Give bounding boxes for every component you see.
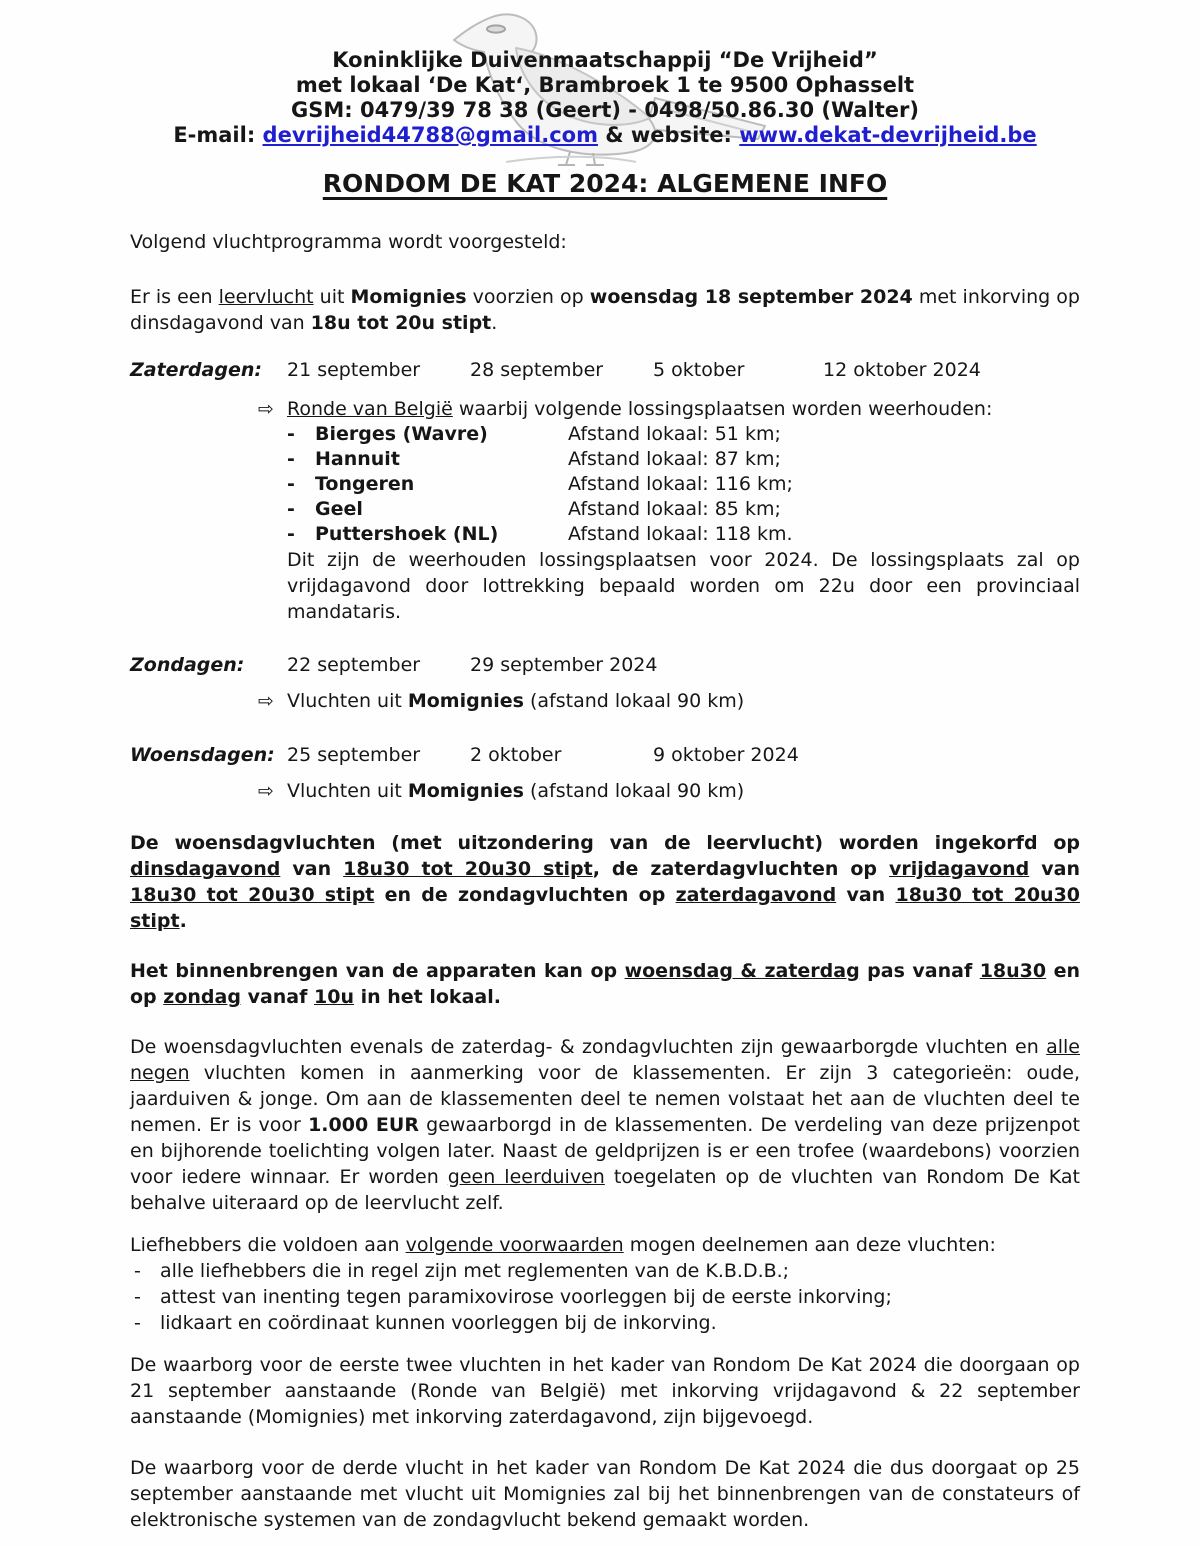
text-segment: woensdag & zaterdag	[624, 960, 860, 982]
text-segment: (afstand lokaal 90 km)	[523, 690, 745, 712]
text-segment: 18u tot 20u stipt	[310, 312, 492, 334]
text-segment: leervlucht	[218, 286, 314, 308]
place-name: Tongeren	[315, 473, 415, 495]
intro-text: Volgend vluchtprogramma wordt voorgesteld:	[130, 231, 567, 253]
text-segment: De woensdagvluchten (met uitzondering van de leervlucht) worden ingekorfd op	[130, 832, 1080, 854]
text-segment: Er is een	[130, 286, 219, 308]
text-segment: .	[491, 312, 498, 334]
text-segment: Vluchten uit	[287, 780, 408, 802]
voorwaarden-block	[130, 1232, 1080, 1336]
schedule-date: 25 september	[287, 744, 421, 766]
text-segment: vrijdagavond	[889, 858, 1030, 880]
place-name: Puttershoek (NL)	[315, 523, 499, 545]
text-segment: .	[179, 910, 187, 932]
paragraph-waarborg-1: De waarborg voor de eerste twee vluchten in het kader van Rondom De Kat 2024 die doorgaan op 21 september aanstaande (Ronde van België) met inkorving vrijdagavond & 22 september aanstaande (Momignies) met inkorving zaterdagavond, zijn bijgevoegd.	[130, 1354, 1080, 1428]
text-segment: pas vanaf	[859, 960, 980, 982]
text-segment: waarbij volgende lossingsplaatsen worden weerhouden:	[452, 398, 993, 420]
place-name: Geel	[315, 498, 363, 520]
right-arrow-icon: ⇨	[258, 780, 274, 802]
letterhead	[130, 48, 1080, 148]
text-segment: 18u30 tot 20u30 stipt	[130, 884, 375, 906]
text-segment: Liefhebbers die voldoen aan	[130, 1234, 406, 1256]
paragraph-klassementen	[130, 1034, 1080, 1216]
text-segment: 1.000 EUR	[308, 1114, 419, 1136]
text-segment: (afstand lokaal 90 km)	[523, 780, 745, 802]
arrow-line-woensdagen	[258, 778, 1080, 804]
email-label: E-mail:	[173, 123, 263, 147]
email-link[interactable]: devrijheid44788@gmail.com	[262, 123, 598, 147]
schedule-date: 2 oktober	[470, 744, 562, 766]
dash-icon: -	[134, 1312, 141, 1334]
schedule-date: 21 september	[287, 359, 421, 381]
text-segment: gewaarborgd in de klassementen. De verdeling van deze prijzenpot en bijhorende toelichting volgen later. Naast de geldprijzen is er een trofee (waardebons) voorzien voor iedere winnaar. Er worden	[130, 1114, 1080, 1188]
club-contact-line	[130, 123, 1080, 148]
text-segment: alle negen	[130, 1036, 1080, 1084]
text-segment: , de zaterdagvluchten op	[592, 858, 890, 880]
text-segment: 10u	[314, 986, 354, 1008]
text-segment: zaterdagavond	[675, 884, 837, 906]
text-segment: Momignies	[407, 780, 524, 802]
text-segment: mogen deelnemen aan deze vluchten:	[623, 1234, 996, 1256]
condition-text: attest van inenting tegen paramixovirose voorleggen bij de eerste inkorving;	[160, 1286, 892, 1308]
page-title: RONDOM DE KAT 2024: ALGEMENE INFO	[322, 169, 888, 198]
text-segment: met inkorving op dinsdagavond van	[130, 286, 1080, 334]
text-segment: van	[836, 884, 896, 906]
weekday-label-woensdagen: Woensdagen:	[130, 744, 275, 766]
text-segment: Ronde van België	[287, 398, 453, 420]
place-distance: Afstand lokaal: 118 km.	[568, 523, 793, 545]
text-segment: vanaf	[240, 986, 315, 1008]
arrow-line-text	[287, 398, 992, 420]
voorwaarden-lead	[130, 1232, 1080, 1258]
paragraph-leervlucht	[130, 284, 1080, 336]
schedule-date: 22 september	[287, 654, 421, 676]
text-segment: Momignies	[407, 690, 524, 712]
website-label: & website:	[597, 123, 740, 147]
place-row	[287, 472, 1080, 497]
schedule-row-zondagen	[130, 652, 1080, 678]
dash-icon: -	[287, 473, 295, 495]
paragraph-inkorving	[130, 830, 1080, 934]
right-arrow-icon: ⇨	[258, 690, 274, 712]
text-segment: en de zondagvluchten op	[374, 884, 676, 906]
text-segment: van	[1029, 858, 1080, 880]
text-segment: De woensdagvluchten evenals de zaterdag- & zondagvluchten zijn gewaarborgde vluchten en	[130, 1036, 1047, 1058]
paragraph-apparaten	[130, 958, 1080, 1010]
schedule-date: 5 oktober	[653, 359, 745, 381]
text-segment: Momignies	[350, 286, 467, 308]
text-segment: 18u30 tot 20u30 stipt	[343, 858, 593, 880]
arrow-line-zaterdagen	[258, 396, 1080, 422]
text-segment: van	[280, 858, 344, 880]
condition-text: alle liefhebbers die in regel zijn met reglementen van de K.B.D.B.;	[160, 1260, 790, 1282]
dash-icon: -	[134, 1260, 141, 1282]
schedule-date: 28 september	[470, 359, 604, 381]
text-segment: Het binnenbrengen van de apparaten kan op	[130, 960, 625, 982]
place-name: Bierges (Wavre)	[315, 423, 488, 445]
place-row	[287, 422, 1080, 447]
text-segment: en op	[130, 960, 1080, 1008]
document-body	[130, 229, 1080, 1533]
place-distance: Afstand lokaal: 85 km;	[568, 498, 781, 520]
place-distance: Afstand lokaal: 116 km;	[568, 473, 793, 495]
right-arrow-icon: ⇨	[258, 398, 274, 420]
text-segment: woensdag 18 september 2024	[589, 286, 913, 308]
places-list	[287, 422, 1080, 547]
text-segment: Vluchten uit	[287, 690, 408, 712]
dash-icon: -	[287, 448, 295, 470]
club-phone: GSM: 0479/39 78 38 (Geert) - 0498/50.86.30 (Walter)	[290, 98, 919, 122]
text-segment: voorzien op	[466, 286, 590, 308]
dash-icon: -	[287, 523, 295, 545]
text-segment: 18u30	[979, 960, 1047, 982]
text-segment: dinsdagavond	[130, 858, 281, 880]
text-segment: in het lokaal.	[353, 986, 501, 1008]
paragraph-waarborg-2: De waarborg voor de derde vlucht in het kader van Rondom De Kat 2024 die dus doorgaat op 25 september aanstaande met vlucht uit Momignies zal bij het binnenbrengen van de constateurs of elektronische systemen van de zondagvlucht bekend gemaakt worden.	[130, 1457, 1080, 1531]
arrow-line-text	[287, 780, 744, 802]
website-link[interactable]: www.dekat-devrijheid.be	[739, 123, 1037, 147]
schedule-date: 29 september 2024	[470, 654, 658, 676]
schedule-row-zaterdagen	[130, 357, 1080, 383]
weekday-label-zondagen: Zondagen:	[130, 654, 245, 676]
condition-item	[130, 1284, 1080, 1310]
club-address: met lokaal ‘De Kat‘, Brambroek 1 te 9500 Ophasselt	[295, 73, 915, 97]
place-row	[287, 497, 1080, 522]
text-segment: 18u30 tot 20u30 stipt	[130, 884, 1081, 932]
place-distance: Afstand lokaal: 51 km;	[568, 423, 781, 445]
arrow-line-text	[287, 690, 744, 712]
condition-item	[130, 1310, 1080, 1336]
dash-icon: -	[287, 423, 295, 445]
text-segment: zondag	[163, 986, 241, 1008]
place-row	[287, 447, 1080, 472]
condition-text: lidkaart en coördinaat kunnen voorleggen bij de inkorving.	[160, 1312, 717, 1334]
text-segment: volgende voorwaarden	[405, 1234, 624, 1256]
dash-icon: -	[287, 498, 295, 520]
note-lossingsplaatsen: Dit zijn de weerhouden lossingsplaatsen voor 2024. De lossingsplaats zal op vrijdagavond door lottrekking bepaald worden om 22u door een provinciaal mandataris.	[287, 549, 1080, 623]
text-segment: toegelaten op de vluchten van Rondom De Kat behalve uiteraard op de leervlucht zelf.	[130, 1166, 1081, 1214]
schedule-date: 9 oktober 2024	[653, 744, 799, 766]
club-name: Koninklijke Duivenmaatschappij “De Vrijheid”	[332, 48, 878, 72]
weekday-label-zaterdagen: Zaterdagen:	[130, 359, 262, 381]
place-name: Hannuit	[315, 448, 400, 470]
condition-item	[130, 1258, 1080, 1284]
title-row	[130, 170, 1080, 201]
place-row	[287, 522, 1080, 547]
schedule-row-woensdagen	[130, 742, 1080, 768]
text-segment: vluchten komen in aanmerking voor de klassementen. Er zijn 3 categorieën: oude, jaarduiven & jonge. Om aan de klassementen deel te nemen volstaat het aan de vluchten deel te nemen. Er is voor	[130, 1062, 1080, 1136]
text-segment: uit	[313, 286, 351, 308]
text-segment: geen leerduiven	[447, 1166, 605, 1188]
schedule-date: 12 oktober 2024	[823, 359, 981, 381]
place-distance: Afstand lokaal: 87 km;	[568, 448, 781, 470]
dash-icon: -	[134, 1286, 141, 1308]
arrow-line-zondagen	[258, 688, 1080, 714]
